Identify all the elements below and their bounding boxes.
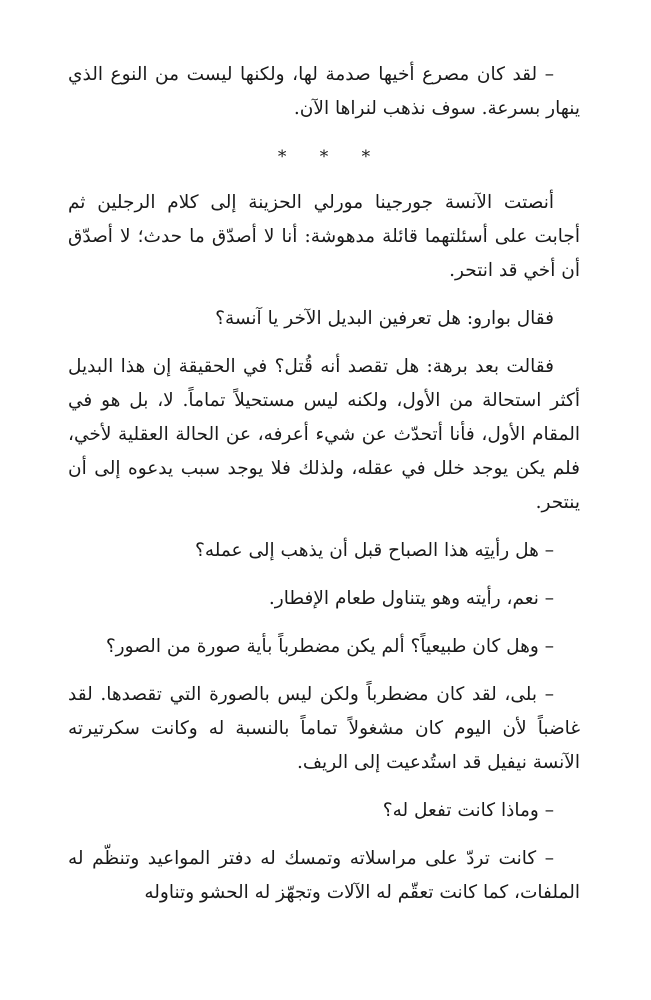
paragraph-8: – بلى، لقد كان مضطرباً ولكن ليس بالصورة التي تقصدها. لقد غاضباً لأن اليوم كان مشغولاً تماماً بالنسبة له وكانت سكرتيرته الآنسة نيفيل قد استُدعيت إلى الريف. — [68, 684, 580, 773]
paragraph-3: فقال بوارو: هل تعرفين البديل الآخر يا آنسة؟ — [215, 308, 554, 329]
paragraph-4: فقالت بعد برهة: هل تقصد أنه قُتل؟ في الحقيقة إن هذا البديل أكثر استحالة من الأول، ولكنه ليس مستحيلاً تماماً. لا، بل هو في المقام الأول، فأنا أتحدّث عن شيء أعرفه، عن الحالة العقلية لأخي، فلم يكن يوجد خلل في عقله، ولذلك فلا يوجد سبب يدعوه إلى أن ينتحر. — [68, 356, 580, 513]
section-separator: * * * — [277, 147, 385, 167]
paragraph-10: – كانت تردّ على مراسلاته وتمسك له دفتر المواعيد وتنظّم له الملفات، كما كانت تعقّم له الآلات وتجهّز له الحشو وتناوله — [68, 848, 580, 903]
paragraph-2: أنصتت الآنسة جورجينا مورلي الحزينة إلى كلام الرجلين ثم أجابت على أسئلتهما قائلة مدهوشة: أنا لا أصدّق ما حدث؛ لا أصدّق أن أخي قد انتحر. — [68, 192, 580, 281]
paragraph-5: – هل رأيتِه هذا الصباح قبل أن يذهب إلى عمله؟ — [195, 540, 554, 561]
book-page — [68, 58, 580, 910]
paragraph-1: – لقد كان مصرع أخيها صدمة لها، ولكنها ليست من النوع الذي ينهار بسرعة. سوف نذهب لنراها الآن. — [68, 64, 580, 119]
paragraph-9: – وماذا كانت تفعل له؟ — [382, 800, 554, 821]
paragraph-6: – نعم، رأيته وهو يتناول طعام الإفطار. — [268, 588, 554, 609]
paragraph-7: – وهل كان طبيعياً؟ ألم يكن مضطرباً بأية صورة من الصور؟ — [105, 636, 554, 657]
